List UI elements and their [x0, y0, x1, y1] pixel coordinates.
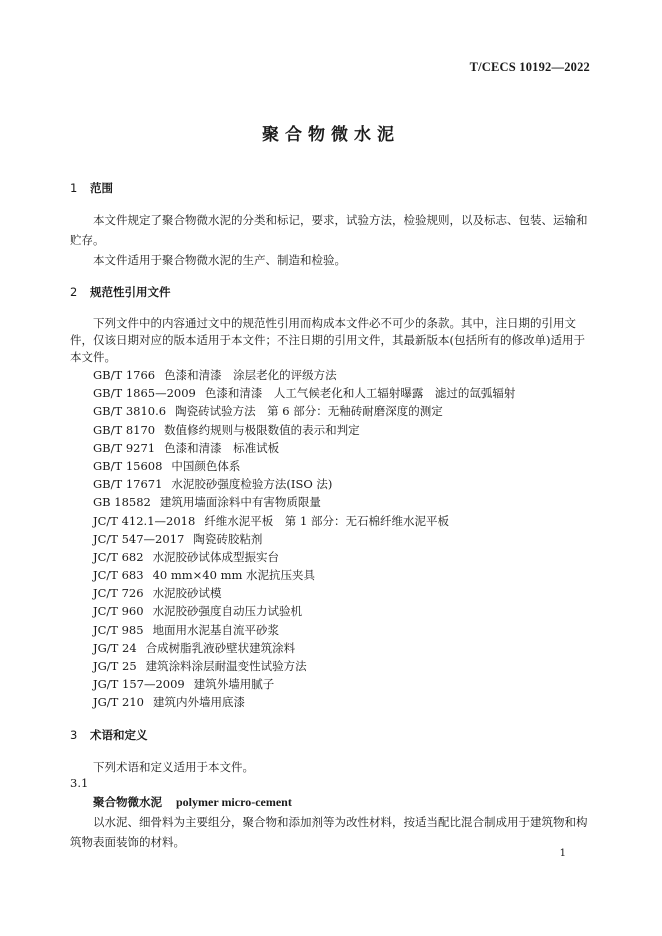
- scope-line: 贮存。: [70, 233, 105, 247]
- reference-title: 水泥胶砂试模: [152, 586, 222, 601]
- reference-title: 色漆和清漆 涂层老化的评级方法: [164, 368, 337, 382]
- term-entry: [93, 794, 292, 810]
- reference-title: 建筑内外墙用底漆: [152, 695, 245, 710]
- reference-code: JC/T 726: [93, 586, 144, 601]
- scope-line: 本文件规定了聚合物微水泥的分类和标记，要求，试验方法，检验规则，以及标志、包装、运输和: [93, 213, 588, 227]
- reference-title: 建筑用墙面涂料中有害物质限量: [159, 495, 321, 510]
- reference-code: GB 18582: [93, 495, 151, 510]
- reference-code: GB/T 8170: [93, 422, 156, 437]
- reference-title: 色漆和清漆 标准试板: [164, 440, 280, 455]
- reference-code: JG/T 25: [93, 659, 137, 673]
- term-english: polymer micro-cement: [176, 795, 292, 809]
- scope-paragraph: [70, 210, 588, 270]
- reference-item: [93, 548, 515, 566]
- normative-intro-line: 件，仅该日期对应的版本适用于本文件；不注日期的引用文件，其最新版本(包括所有的修改单)适用于: [70, 333, 585, 347]
- normative-intro-line: 本文件。: [70, 350, 116, 364]
- section-title: 规范性引用文件: [90, 285, 171, 299]
- term-definition: [70, 812, 588, 852]
- section-heading-normative-references: [70, 284, 171, 300]
- reference-title: 陶瓷砖试验方法 第 6 部分：无釉砖耐磨深度的测定: [175, 404, 443, 419]
- reference-item: [93, 657, 515, 675]
- reference-code: GB/T 1766: [93, 368, 156, 382]
- reference-item: [93, 602, 515, 620]
- reference-item: [93, 439, 515, 457]
- reference-title: 色漆和清漆 人工气候老化和人工辐射曝露 滤过的氙弧辐射: [204, 386, 516, 401]
- reference-title: 地面用水泥基自流平砂浆: [152, 622, 280, 637]
- reference-code: JC/T 960: [93, 604, 144, 619]
- reference-item: [93, 402, 515, 420]
- reference-item: [93, 457, 515, 475]
- term-chinese: 聚合物微水泥: [93, 795, 162, 809]
- reference-code: GB/T 9271: [93, 440, 156, 455]
- reference-title: 建筑外墙用腻子: [193, 677, 275, 692]
- reference-title: 合成树脂乳液砂壁状建筑涂料: [145, 640, 296, 655]
- section-number: 3: [70, 728, 78, 742]
- page-number: 1: [559, 848, 566, 859]
- reference-item: [93, 493, 515, 511]
- normative-intro-line: 下列文件中的内容通过文中的规范性引用而构成本文件必不可少的条款。其中，注日期的引用文: [93, 316, 576, 330]
- reference-item: [93, 421, 515, 439]
- reference-title: 水泥胶砂试体成型振实台: [152, 549, 280, 564]
- reference-item: [93, 584, 515, 602]
- section-number: 1: [70, 181, 78, 195]
- reference-item: [93, 639, 515, 657]
- reference-item: [93, 366, 515, 384]
- reference-code: JC/T 682: [93, 549, 144, 564]
- reference-code: GB/T 15608: [93, 458, 163, 473]
- reference-title: 中国颜色体系: [171, 458, 241, 473]
- reference-code: JC/T 412.1—2018: [93, 513, 196, 528]
- reference-item: [93, 530, 515, 548]
- reference-code: JC/T 547—2017: [93, 531, 185, 546]
- section-title: 术语和定义: [90, 728, 148, 742]
- scope-line: 本文件适用于聚合物微水泥的生产、制造和检验。: [93, 253, 346, 267]
- section-heading-scope: [70, 180, 113, 196]
- reference-title: 水泥胶砂强度检验方法(ISO 法): [171, 477, 333, 492]
- reference-code: GB/T 3810.6: [93, 404, 167, 419]
- term-definition-line: 以水泥、细骨料为主要组分，聚合物和添加剂等为改性材料，按适当配比混合制成用于建筑物和构: [93, 815, 588, 829]
- reference-title: 纤维水泥平板 第 1 部分：无石棉纤维水泥平板: [204, 513, 449, 528]
- reference-code: JG/T 210: [93, 695, 144, 710]
- reference-item: [93, 512, 515, 530]
- term-number: 3.1: [70, 776, 89, 790]
- reference-code: JC/T 985: [93, 622, 144, 637]
- normative-intro-paragraph: [70, 315, 585, 366]
- term-definition-line: 筑物表面装饰的材料。: [70, 835, 185, 849]
- reference-item: [93, 384, 515, 402]
- terms-intro-line: 下列术语和定义适用于本文件。: [93, 760, 254, 774]
- standard-code: T/CECS 10192—2022: [469, 60, 590, 74]
- reference-item: [93, 566, 515, 584]
- reference-item: [93, 621, 515, 639]
- reference-code: JG/T 24: [93, 640, 137, 655]
- reference-title: 建筑涂料涂层耐温变性试验方法: [145, 659, 307, 673]
- reference-code: GB/T 17671: [93, 477, 163, 492]
- reference-title: 陶瓷砖胶粘剂: [193, 531, 263, 546]
- reference-item: [93, 693, 515, 711]
- reference-item: [93, 475, 515, 493]
- reference-code: JC/T 683: [93, 568, 144, 583]
- reference-code: JG/T 157—2009: [93, 677, 185, 692]
- reference-title: 水泥胶砂强度自动压力试验机: [152, 604, 303, 619]
- reference-item: [93, 675, 515, 693]
- section-title: 范围: [90, 181, 113, 195]
- section-heading-terms-and-definitions: [70, 727, 148, 743]
- reference-list: [93, 366, 515, 712]
- reference-title: 数值修约规则与极限数值的表示和判定: [164, 422, 360, 437]
- reference-title: 40 mm×40 mm 水泥抗压夹具: [152, 568, 316, 583]
- reference-code: GB/T 1865—2009: [93, 386, 196, 401]
- section-number: 2: [70, 285, 78, 299]
- terms-intro-paragraph: [70, 757, 585, 777]
- document-title: 聚合物微水泥: [262, 125, 400, 145]
